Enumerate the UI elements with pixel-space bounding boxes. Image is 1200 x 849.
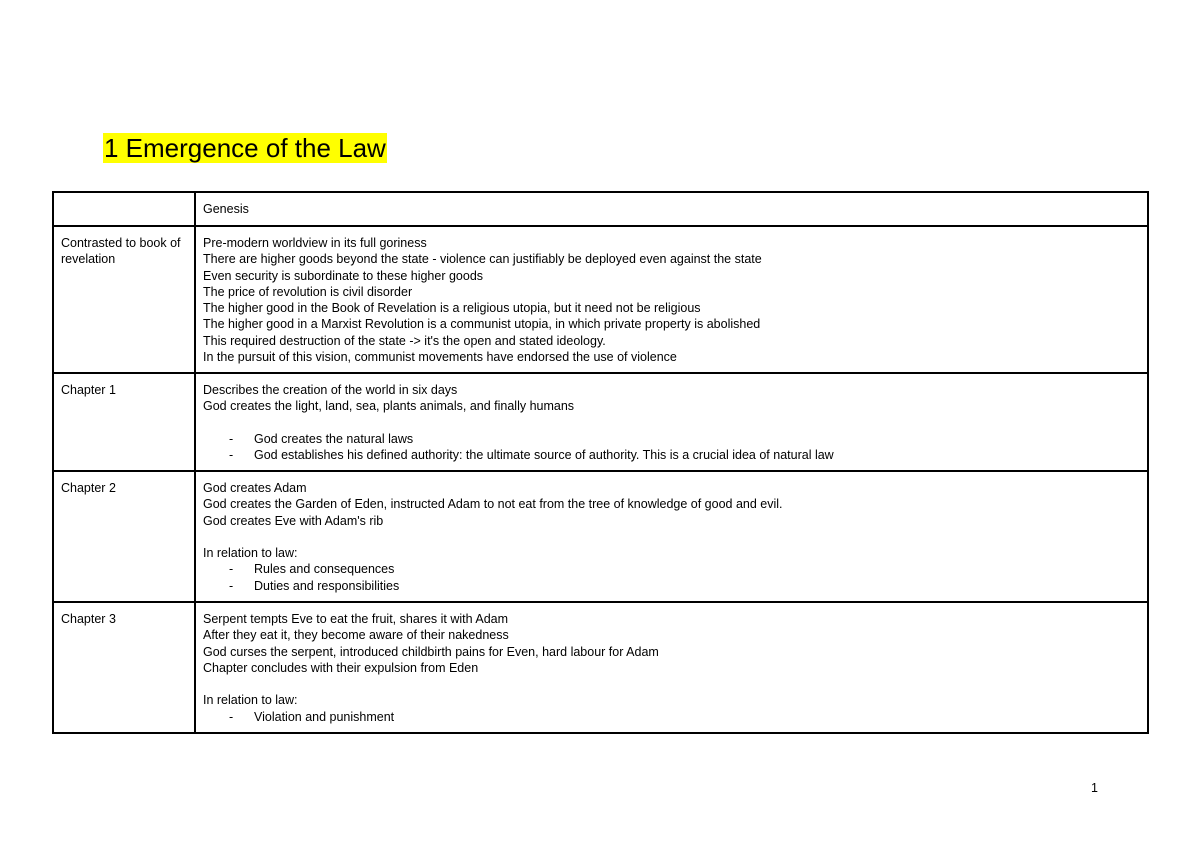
table-row <box>53 602 1148 733</box>
row-label: Contrasted to book of revelation <box>61 236 181 267</box>
row-label-cell <box>53 602 195 733</box>
page-title: 1 Emergence of the Law <box>104 133 386 163</box>
bullet-list <box>203 431 1140 464</box>
content-line: God curses the serpent, introduced childbirth pains for Even, hard labour for Adam <box>203 644 659 659</box>
content-line: After they eat it, they become aware of their nakedness <box>203 628 509 643</box>
list-item: - God establishes his defined authority: the ultimate source of authority. This is a crucial idea of natural law <box>229 447 1140 463</box>
row-label-cell <box>53 226 195 373</box>
bullet-list <box>203 561 1140 594</box>
row-content-cell <box>195 226 1148 373</box>
content-line: God creates Adam <box>203 481 307 495</box>
content-line: In the pursuit of this vision, communist movements have endorsed the use of violence <box>203 350 677 365</box>
list-item: - Rules and consequences <box>229 561 1140 577</box>
relation-label: In relation to law: <box>203 546 298 561</box>
content-line: Describes the creation of the world in six days <box>203 383 458 397</box>
content-line: God creates the light, land, sea, plants animals, and finally humans <box>203 399 575 414</box>
row-label: Chapter 3 <box>61 612 116 626</box>
row-label: Chapter 1 <box>61 383 116 397</box>
content-line: Pre-modern worldview in its full goriness <box>203 236 427 250</box>
bullet-list <box>203 709 1140 725</box>
content-line: The higher good in the Book of Revelation is a religious utopia, but it need not be religious <box>203 301 701 316</box>
content-line: Serpent tempts Eve to eat the fruit, shares it with Adam <box>203 612 509 626</box>
header-label-cell <box>53 192 195 226</box>
relation-label: In relation to law: <box>203 693 298 708</box>
page-number: 1 <box>1091 781 1098 795</box>
content-line: The price of revolution is civil disorder <box>203 284 413 299</box>
content-line: Chapter concludes with their expulsion from Eden <box>203 660 479 675</box>
table-row <box>53 471 1148 602</box>
table-header-row <box>53 192 1148 226</box>
content-line: God creates the Garden of Eden, instructed Adam to not eat from the tree of knowledge of good and evil. <box>203 497 783 512</box>
table-row <box>53 226 1148 373</box>
row-label-cell <box>53 471 195 602</box>
content-line: The higher good in a Marxist Revolution is a communist utopia, in which private property is abolished <box>203 317 761 332</box>
row-content-cell <box>195 471 1148 602</box>
notes-table <box>52 191 1149 734</box>
list-item: - Duties and responsibilities <box>229 578 1140 594</box>
row-content-cell <box>195 373 1148 471</box>
content-line: God creates Eve with Adam's rib <box>203 513 384 528</box>
content-line: Even security is subordinate to these higher goods <box>203 268 484 283</box>
table-row <box>53 373 1148 471</box>
content-line: This required destruction of the state -> it's the open and stated ideology. <box>203 333 606 348</box>
list-item: - Violation and punishment <box>229 709 1140 725</box>
row-content-cell <box>195 602 1148 733</box>
row-label: Chapter 2 <box>61 481 116 495</box>
list-item: - God creates the natural laws <box>229 431 1140 447</box>
header-content-cell <box>195 192 1148 226</box>
header-genesis: Genesis <box>203 202 249 216</box>
content-line: There are higher goods beyond the state - violence can justifiably be deployed even against the state <box>203 252 762 267</box>
row-label-cell <box>53 373 195 471</box>
